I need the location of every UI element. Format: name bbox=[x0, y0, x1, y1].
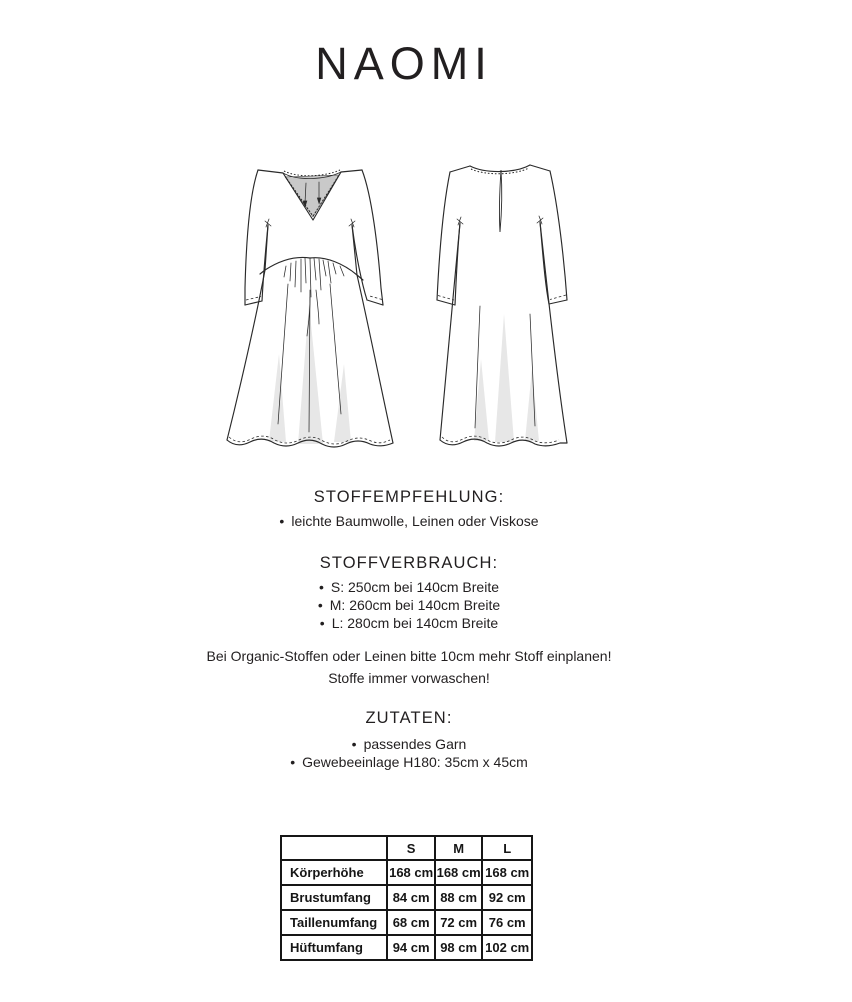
page-title: NAOMI bbox=[315, 38, 493, 89]
cell-value: 168 cm bbox=[435, 860, 483, 885]
list-item-text: M: 260cm bei 140cm Breite bbox=[329, 597, 501, 614]
header-empty-cell bbox=[281, 836, 387, 860]
list-item-text: S: 250cm bei 140cm Breite bbox=[330, 578, 499, 595]
front-overlay-bodice bbox=[260, 225, 363, 336]
note-line-1: Bei Organic-Stoffen oder Leinen bitte 10cm mehr Stoff einplanen! bbox=[206, 648, 612, 664]
table-row bbox=[281, 885, 532, 910]
cell-value: 94 cm bbox=[387, 935, 435, 960]
bullet-marker: • bbox=[279, 512, 285, 529]
list-item bbox=[0, 596, 818, 614]
header-size-l: L bbox=[482, 836, 532, 860]
dress-front-drawing bbox=[222, 156, 394, 448]
cell-value: 168 cm bbox=[482, 860, 532, 885]
cell-value: 76 cm bbox=[482, 910, 532, 935]
section-heading: STOFFVERBRAUCH: bbox=[319, 554, 499, 572]
bullet-marker: • bbox=[317, 597, 323, 614]
row-label: Taillenumfang bbox=[281, 910, 387, 935]
front-neckline bbox=[258, 170, 362, 220]
keyhole-slit bbox=[499, 170, 501, 232]
list-item bbox=[0, 735, 818, 753]
cell-value: 84 cm bbox=[387, 885, 435, 910]
list-item bbox=[0, 753, 818, 771]
list-item-text: L: 280cm bei 140cm Breite bbox=[331, 615, 499, 632]
dress-back-drawing bbox=[431, 156, 573, 448]
table-row bbox=[281, 935, 532, 960]
cell-value: 92 cm bbox=[482, 885, 532, 910]
note-line-2: Stoffe immer vorwaschen! bbox=[328, 670, 490, 686]
back-neckline bbox=[450, 165, 550, 232]
cell-value: 88 cm bbox=[435, 885, 483, 910]
list-item-text: passendes Garn bbox=[363, 735, 467, 752]
row-label: Körperhöhe bbox=[281, 860, 387, 885]
bullet-marker: • bbox=[351, 735, 357, 752]
section-heading: STOFFEMPFEHLUNG: bbox=[313, 488, 505, 506]
header-size-s: S bbox=[387, 836, 435, 860]
bullet-marker: • bbox=[290, 754, 296, 771]
table-header-row bbox=[281, 836, 532, 860]
size-measurement-table bbox=[280, 835, 533, 961]
list-item bbox=[0, 512, 818, 530]
row-label: Hüftumfang bbox=[281, 935, 387, 960]
list-item bbox=[0, 614, 818, 632]
cell-value: 102 cm bbox=[482, 935, 532, 960]
list-item bbox=[0, 578, 818, 596]
section-fabric-note bbox=[0, 645, 818, 689]
row-label: Brustumfang bbox=[281, 885, 387, 910]
section-heading: ZUTATEN: bbox=[365, 709, 453, 727]
list-item-text: Gewebeeinlage H180: 35cm x 45cm bbox=[302, 754, 528, 771]
list-item-text: leichte Baumwolle, Leinen oder Viskose bbox=[291, 512, 539, 529]
table-row bbox=[281, 910, 532, 935]
cell-value: 72 cm bbox=[435, 910, 483, 935]
section-fabric-consumption bbox=[0, 553, 818, 633]
cell-value: 68 cm bbox=[387, 910, 435, 935]
header-size-m: M bbox=[435, 836, 483, 860]
section-fabric-recommendation bbox=[0, 487, 818, 530]
gather-strokes bbox=[284, 258, 344, 336]
back-skirt-fold-shading bbox=[474, 314, 539, 442]
cell-value: 98 cm bbox=[435, 935, 483, 960]
bullet-marker: • bbox=[319, 578, 324, 595]
section-notions bbox=[0, 708, 818, 771]
cell-value: 168 cm bbox=[387, 860, 435, 885]
table-row bbox=[281, 860, 532, 885]
bullet-marker: • bbox=[319, 615, 325, 632]
